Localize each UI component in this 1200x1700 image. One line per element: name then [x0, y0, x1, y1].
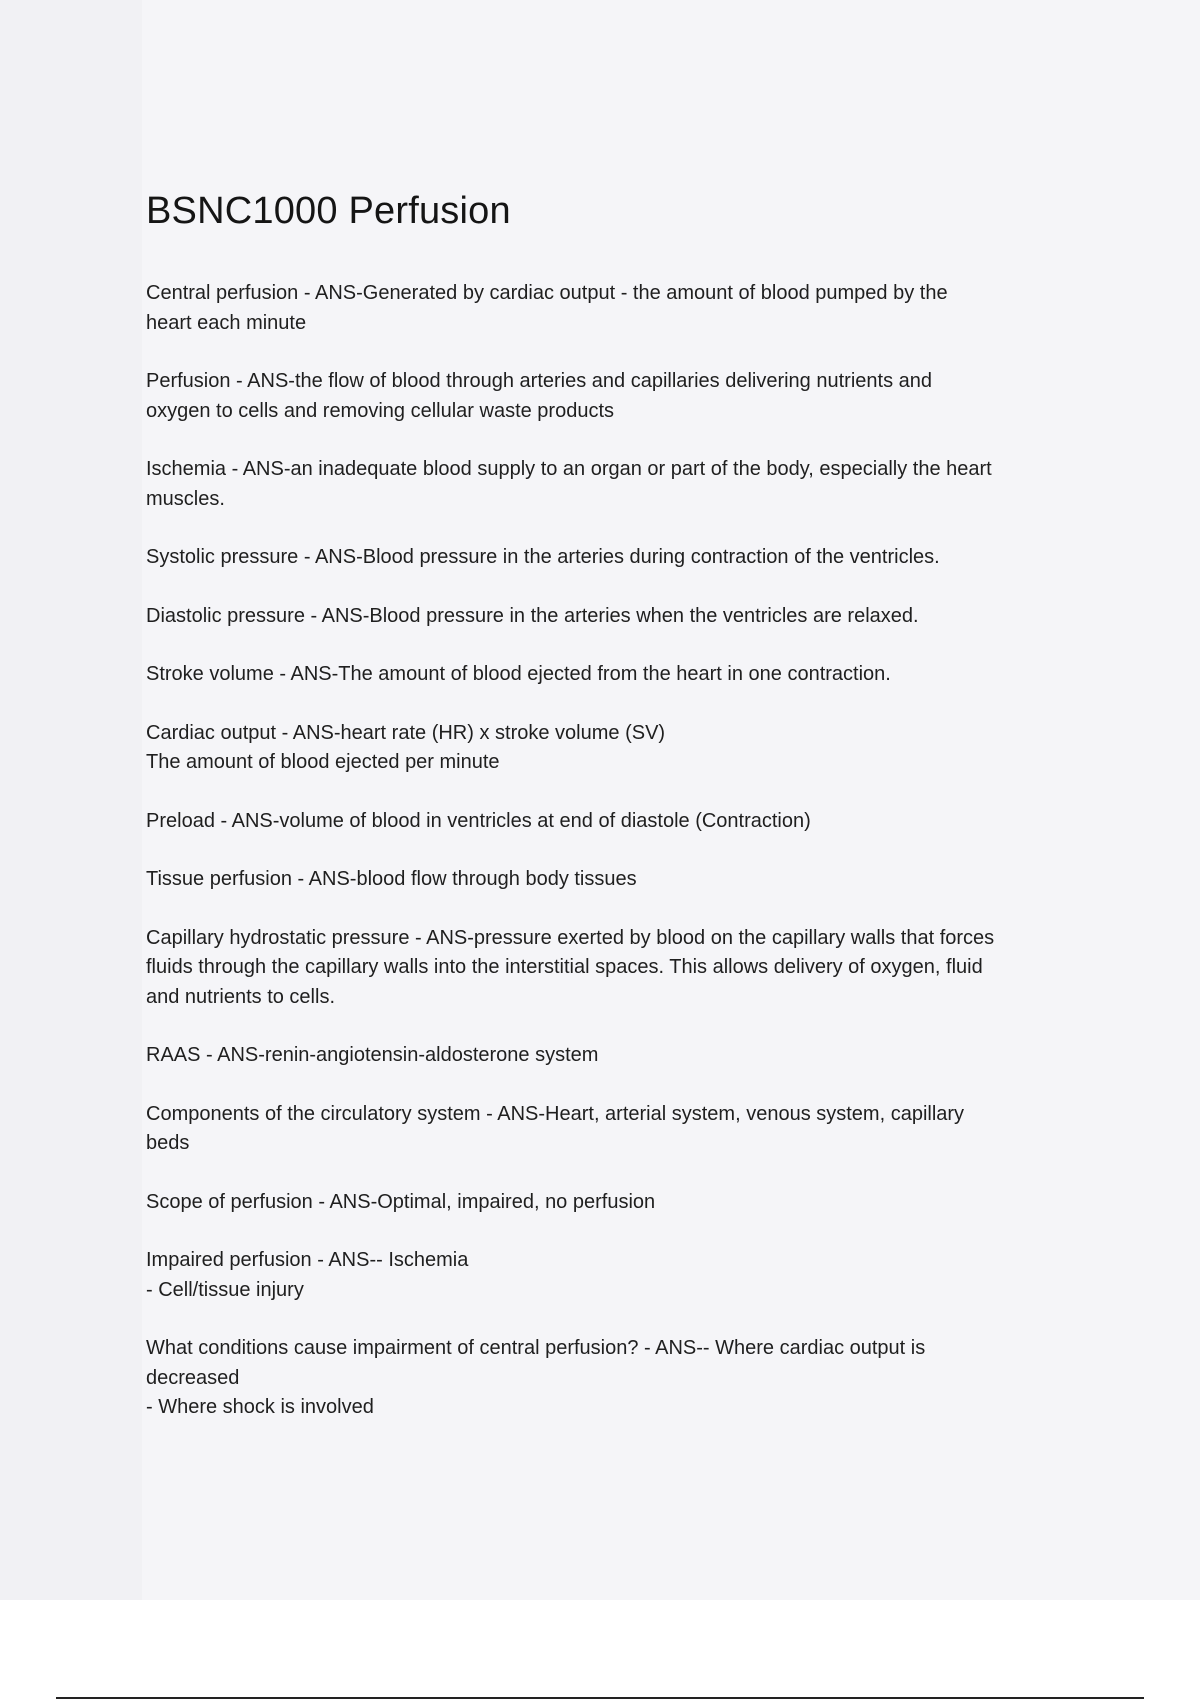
page-title: BSNC1000 Perfusion: [146, 190, 511, 232]
flashcard-entry: [146, 1334, 1106, 1423]
entry-line: What conditions cause impairment of central perfusion? - ANS-- Where cardiac output is: [146, 1337, 926, 1359]
page-margin-shade: [0, 0, 142, 1600]
flashcard-entry: [146, 1246, 1106, 1305]
document-content: [146, 186, 1106, 1452]
flashcard-entry: [146, 455, 1106, 514]
entry-line: muscles.: [146, 487, 225, 510]
entry-line: Cardiac output - ANS-heart rate (HR) x stroke volume (SV): [146, 721, 666, 744]
entry-line: fluids through the capillary walls into the interstitial spaces. This allows delivery of oxygen, fluid: [146, 956, 983, 978]
entry-line: Perfusion - ANS-the flow of blood through arteries and capillaries delivering nutrients and: [146, 370, 932, 392]
entry-line: decreased: [146, 1366, 240, 1389]
flashcard-entry: [146, 1188, 1106, 1218]
entry-line: Diastolic pressure - ANS-Blood pressure in the arteries when the ventricles are relaxed.: [146, 604, 919, 627]
entry-line: oxygen to cells and removing cellular waste products: [146, 399, 615, 422]
entry-line: Components of the circulatory system - ANS-Heart, arterial system, venous system, capillary: [146, 1102, 965, 1125]
flashcard-entry: [146, 865, 1106, 895]
entry-line: and nutrients to cells.: [146, 985, 335, 1008]
flashcard-list: [146, 279, 1106, 1423]
flashcard-entry: [146, 367, 1106, 426]
entry-line: Ischemia - ANS-an inadequate blood supply to an organ or part of the body, especially the heart: [146, 458, 992, 480]
entry-line: Impaired perfusion - ANS-- Ischemia: [146, 1249, 469, 1271]
flashcard-entry: [146, 719, 1106, 778]
entry-line: beds: [146, 1132, 190, 1154]
entry-line: heart each minute: [146, 311, 307, 334]
flashcard-entry: [146, 1041, 1106, 1071]
entry-line: - Cell/tissue injury: [146, 1278, 304, 1301]
entry-line: Preload - ANS-volume of blood in ventricles at end of diastole (Contraction): [146, 809, 811, 832]
flashcard-entry: [146, 543, 1106, 573]
flashcard-entry: [146, 279, 1106, 338]
entry-line: Systolic pressure - ANS-Blood pressure in the arteries during contraction of the ventricles.: [146, 546, 940, 568]
entry-line: Capillary hydrostatic pressure - ANS-pressure exerted by blood on the capillary walls that forces: [146, 926, 995, 949]
footer-divider: [56, 1697, 1144, 1699]
flashcard-entry: [146, 660, 1106, 690]
flashcard-entry: [146, 924, 1106, 1013]
entry-line: RAAS - ANS-renin-angiotensin-aldosterone system: [146, 1044, 599, 1066]
flashcard-entry: [146, 602, 1106, 632]
entry-line: Stroke volume - ANS-The amount of blood ejected from the heart in one contraction.: [146, 663, 891, 685]
entry-line: The amount of blood ejected per minute: [146, 751, 500, 773]
flashcard-entry: [146, 807, 1106, 837]
flashcard-entry: [146, 1100, 1106, 1159]
entry-line: Tissue perfusion - ANS-blood flow through body tissues: [146, 868, 637, 890]
entry-line: - Where shock is involved: [146, 1396, 374, 1418]
entry-line: Scope of perfusion - ANS-Optimal, impaired, no perfusion: [146, 1190, 656, 1213]
entry-line: Central perfusion - ANS-Generated by cardiac output - the amount of blood pumped by the: [146, 282, 948, 304]
